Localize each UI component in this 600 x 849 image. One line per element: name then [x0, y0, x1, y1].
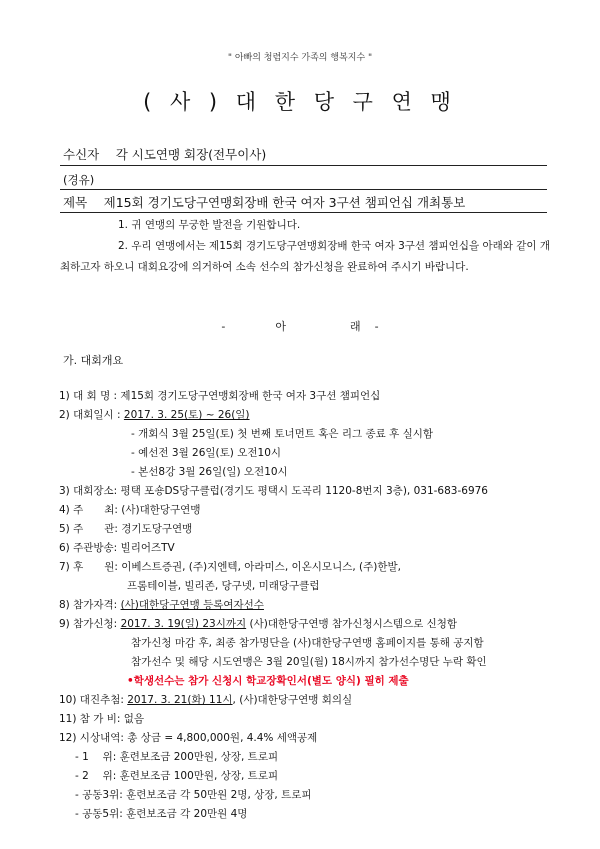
list-item: 3) 대회장소: 평택 포숑DS당구클럽(경기도 평택시 도곡리 1120-8번지 3층), 031-683-6976	[59, 485, 488, 497]
list-item	[59, 406, 488, 425]
list-subitem: - 개회식 3월 25일(토) 첫 번째 토너먼트 혹은 리그 종료 후 실시함	[131, 428, 434, 440]
dash: -	[374, 320, 379, 333]
body-text	[60, 215, 550, 278]
item-text: (사)대한당구연맹 참가신청시스템으로 신청함	[246, 618, 458, 630]
item-label: 10) 대진추첨:	[59, 694, 128, 706]
list-item	[59, 691, 488, 710]
eligibility: (사)대한당구연맹 등록여자선수	[120, 599, 264, 611]
recipient-line: 수신자 각 시도연맹 회장(전무이사)	[63, 147, 267, 162]
organization-title: ( 사 ) 대 한 당 구 연 맹	[143, 90, 457, 114]
prize-item: - 공동5위: 훈련보조금 각 20만원 4명	[75, 808, 248, 820]
item-text: , (사)대한당구연맹 회의실	[232, 694, 353, 706]
dash: -	[221, 320, 226, 333]
body-paragraph-2: 2. 우리 연맹에서는 제15회 경기도당구연맹회장배 한국 여자 3구션 챔피언십을 아래와 같이 개최하고자 하오니 대회요강에 의거하여 소속 선수의 참가신청을 완료하여 주시기 바랍니다.	[60, 240, 550, 273]
section-title: 가. 대회개요	[63, 354, 124, 367]
item-label: 9) 참가신청:	[59, 618, 121, 630]
list-subitem: 참가선수 및 해당 시도연맹은 3월 20일(월) 18시까지 참가선수명단 누락 확인	[131, 656, 487, 668]
list-item: 5) 주 관: 경기도당구연맹	[59, 523, 193, 535]
list-item: 4) 주 최: (사)대한당구연맹	[59, 504, 201, 516]
list-item	[59, 596, 488, 615]
via-line: (경유)	[63, 173, 95, 187]
list-item	[59, 615, 488, 634]
divider	[60, 165, 547, 166]
list-subitem: 프롬테이블, 빌리존, 당구넷, 미래당구클럽	[127, 580, 320, 592]
list-subitem: - 예선전 3월 26일(토) 오전10시	[131, 447, 282, 459]
slogan: " 아빠의 청렴지수 가족의 행복지수 "	[227, 53, 373, 63]
prize-item: - 공동3위: 훈련보조금 각 50만원 2명, 상장, 트로피	[75, 789, 312, 801]
below-heading	[0, 318, 600, 334]
event-dates: 2017. 3. 25(토) ~ 26(일)	[123, 409, 250, 421]
prize-item: - 1 위: 훈련보조금 200만원, 상장, 트로피	[75, 751, 279, 763]
prize-item: - 2 위: 훈련보조금 100만원, 상장, 트로피	[75, 770, 279, 782]
list-item: 1) 대 회 명 : 제15회 경기도당구연맹회장배 한국 여자 3구션 챔피언십	[59, 390, 381, 402]
student-notice: •학생선수는 참가 신청시 학교장확인서(별도 양식) 필히 제출	[127, 675, 409, 687]
divider	[60, 212, 547, 213]
item-label: 2) 대회일시 :	[59, 409, 124, 421]
list-item: 7) 후 원: 이베스트증권, (주)지엔텍, 아라미스, 이온시모니스, (주)한발,	[59, 561, 401, 573]
divider	[60, 189, 547, 190]
event-details	[59, 387, 488, 824]
subject-line: 제목 제15회 경기도당구연맹회장배 한국 여자 3구션 챔피언십 개최통보	[63, 195, 466, 210]
draw-date: 2017. 3. 21(화) 11시	[127, 694, 233, 706]
list-item: 11) 참 가 비: 없음	[59, 713, 145, 725]
list-subitem: 참가신청 마감 후, 최종 참가명단을 (사)대한당구연맹 홈페이지를 통해 공지함	[131, 637, 484, 649]
below-char: 래	[350, 320, 361, 333]
registration-deadline: 2017. 3. 19(일) 23시까지	[120, 618, 247, 630]
list-subitem: - 본선8강 3월 26일(일) 오전10시	[131, 466, 288, 478]
list-item: 6) 주관방송: 빌리어즈TV	[59, 542, 175, 554]
below-char: 아	[275, 320, 286, 333]
list-item: 12) 시상내역: 총 상금 = 4,800,000원, 4.4% 세액공제	[59, 732, 318, 744]
item-label: 8) 참가자격:	[59, 599, 121, 611]
body-paragraph-1: 1. 귀 연맹의 무궁한 발전을 기원합니다.	[118, 219, 301, 231]
